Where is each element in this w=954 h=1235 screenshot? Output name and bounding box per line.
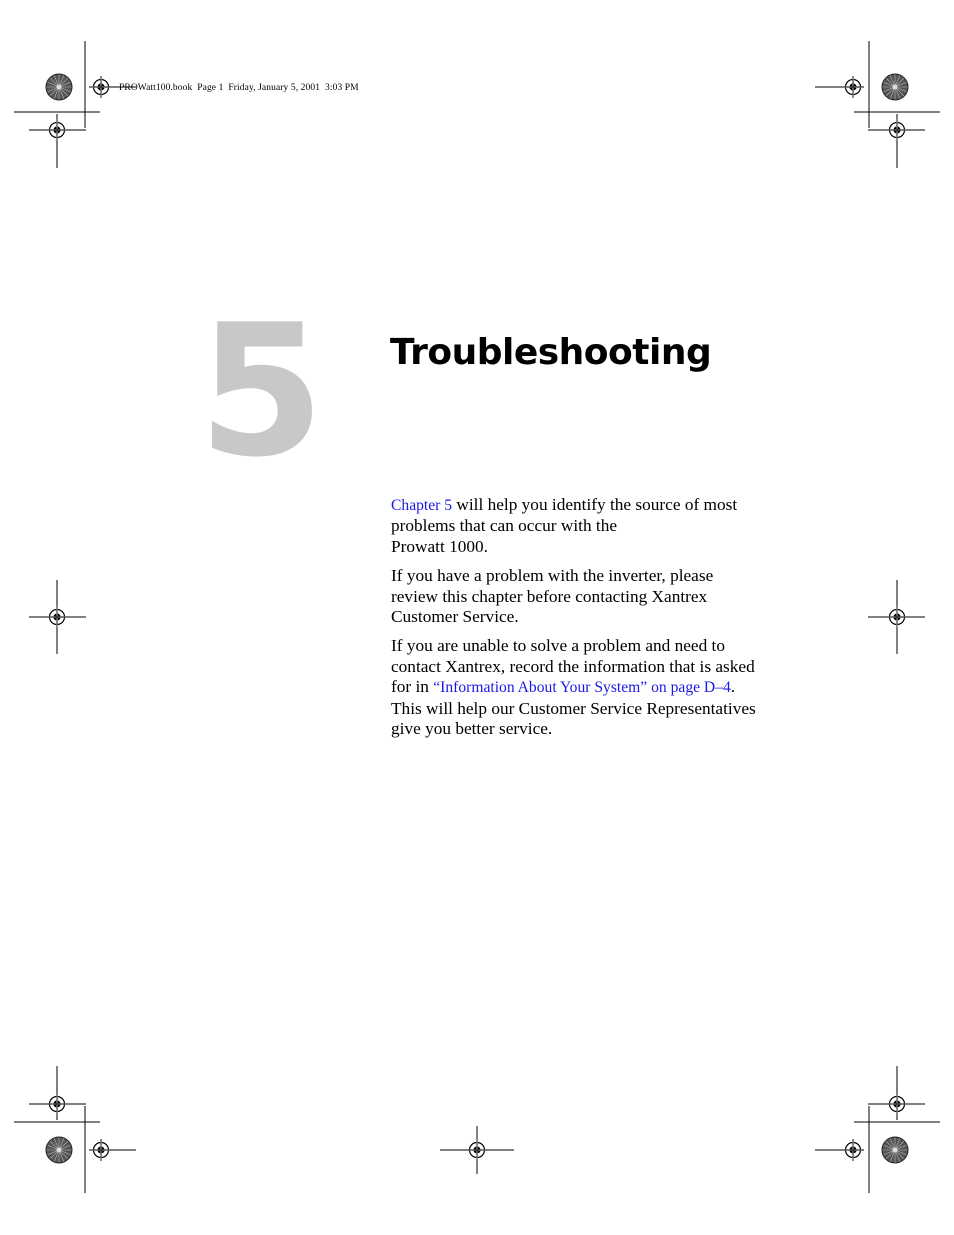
intro-paragraph-3 [391, 636, 761, 739]
paragraph-text: will help you identify the source of most problems that can occur with the [391, 495, 738, 536]
paragraph-text: If you have a problem with the inverter, please review this chapter before contacting Xantrex Customer Service. [391, 566, 714, 627]
chapter-title: Troubleshooting [390, 332, 712, 373]
chapter-number: 5 [198, 285, 325, 497]
paragraph-text: Prowatt 1000. [391, 536, 488, 556]
intro-paragraph-1 [391, 495, 761, 557]
chapter-5-link[interactable]: Chapter 5 [391, 497, 453, 514]
paragraph-text: If you are unable to solve a problem and need to contact Xantrex, record the information that is asked for in [391, 636, 755, 697]
chapter-intro [391, 495, 761, 748]
paragraph-text: . This will help our Customer Service Representatives give you better service. [391, 677, 756, 739]
intro-paragraph-2 [391, 566, 761, 627]
system-info-link[interactable]: “Information About Your System” on page D–4 [433, 679, 731, 697]
print-slug: PROWatt100.book Page 1 Friday, January 5, 2001 3:03 PM [119, 83, 359, 93]
